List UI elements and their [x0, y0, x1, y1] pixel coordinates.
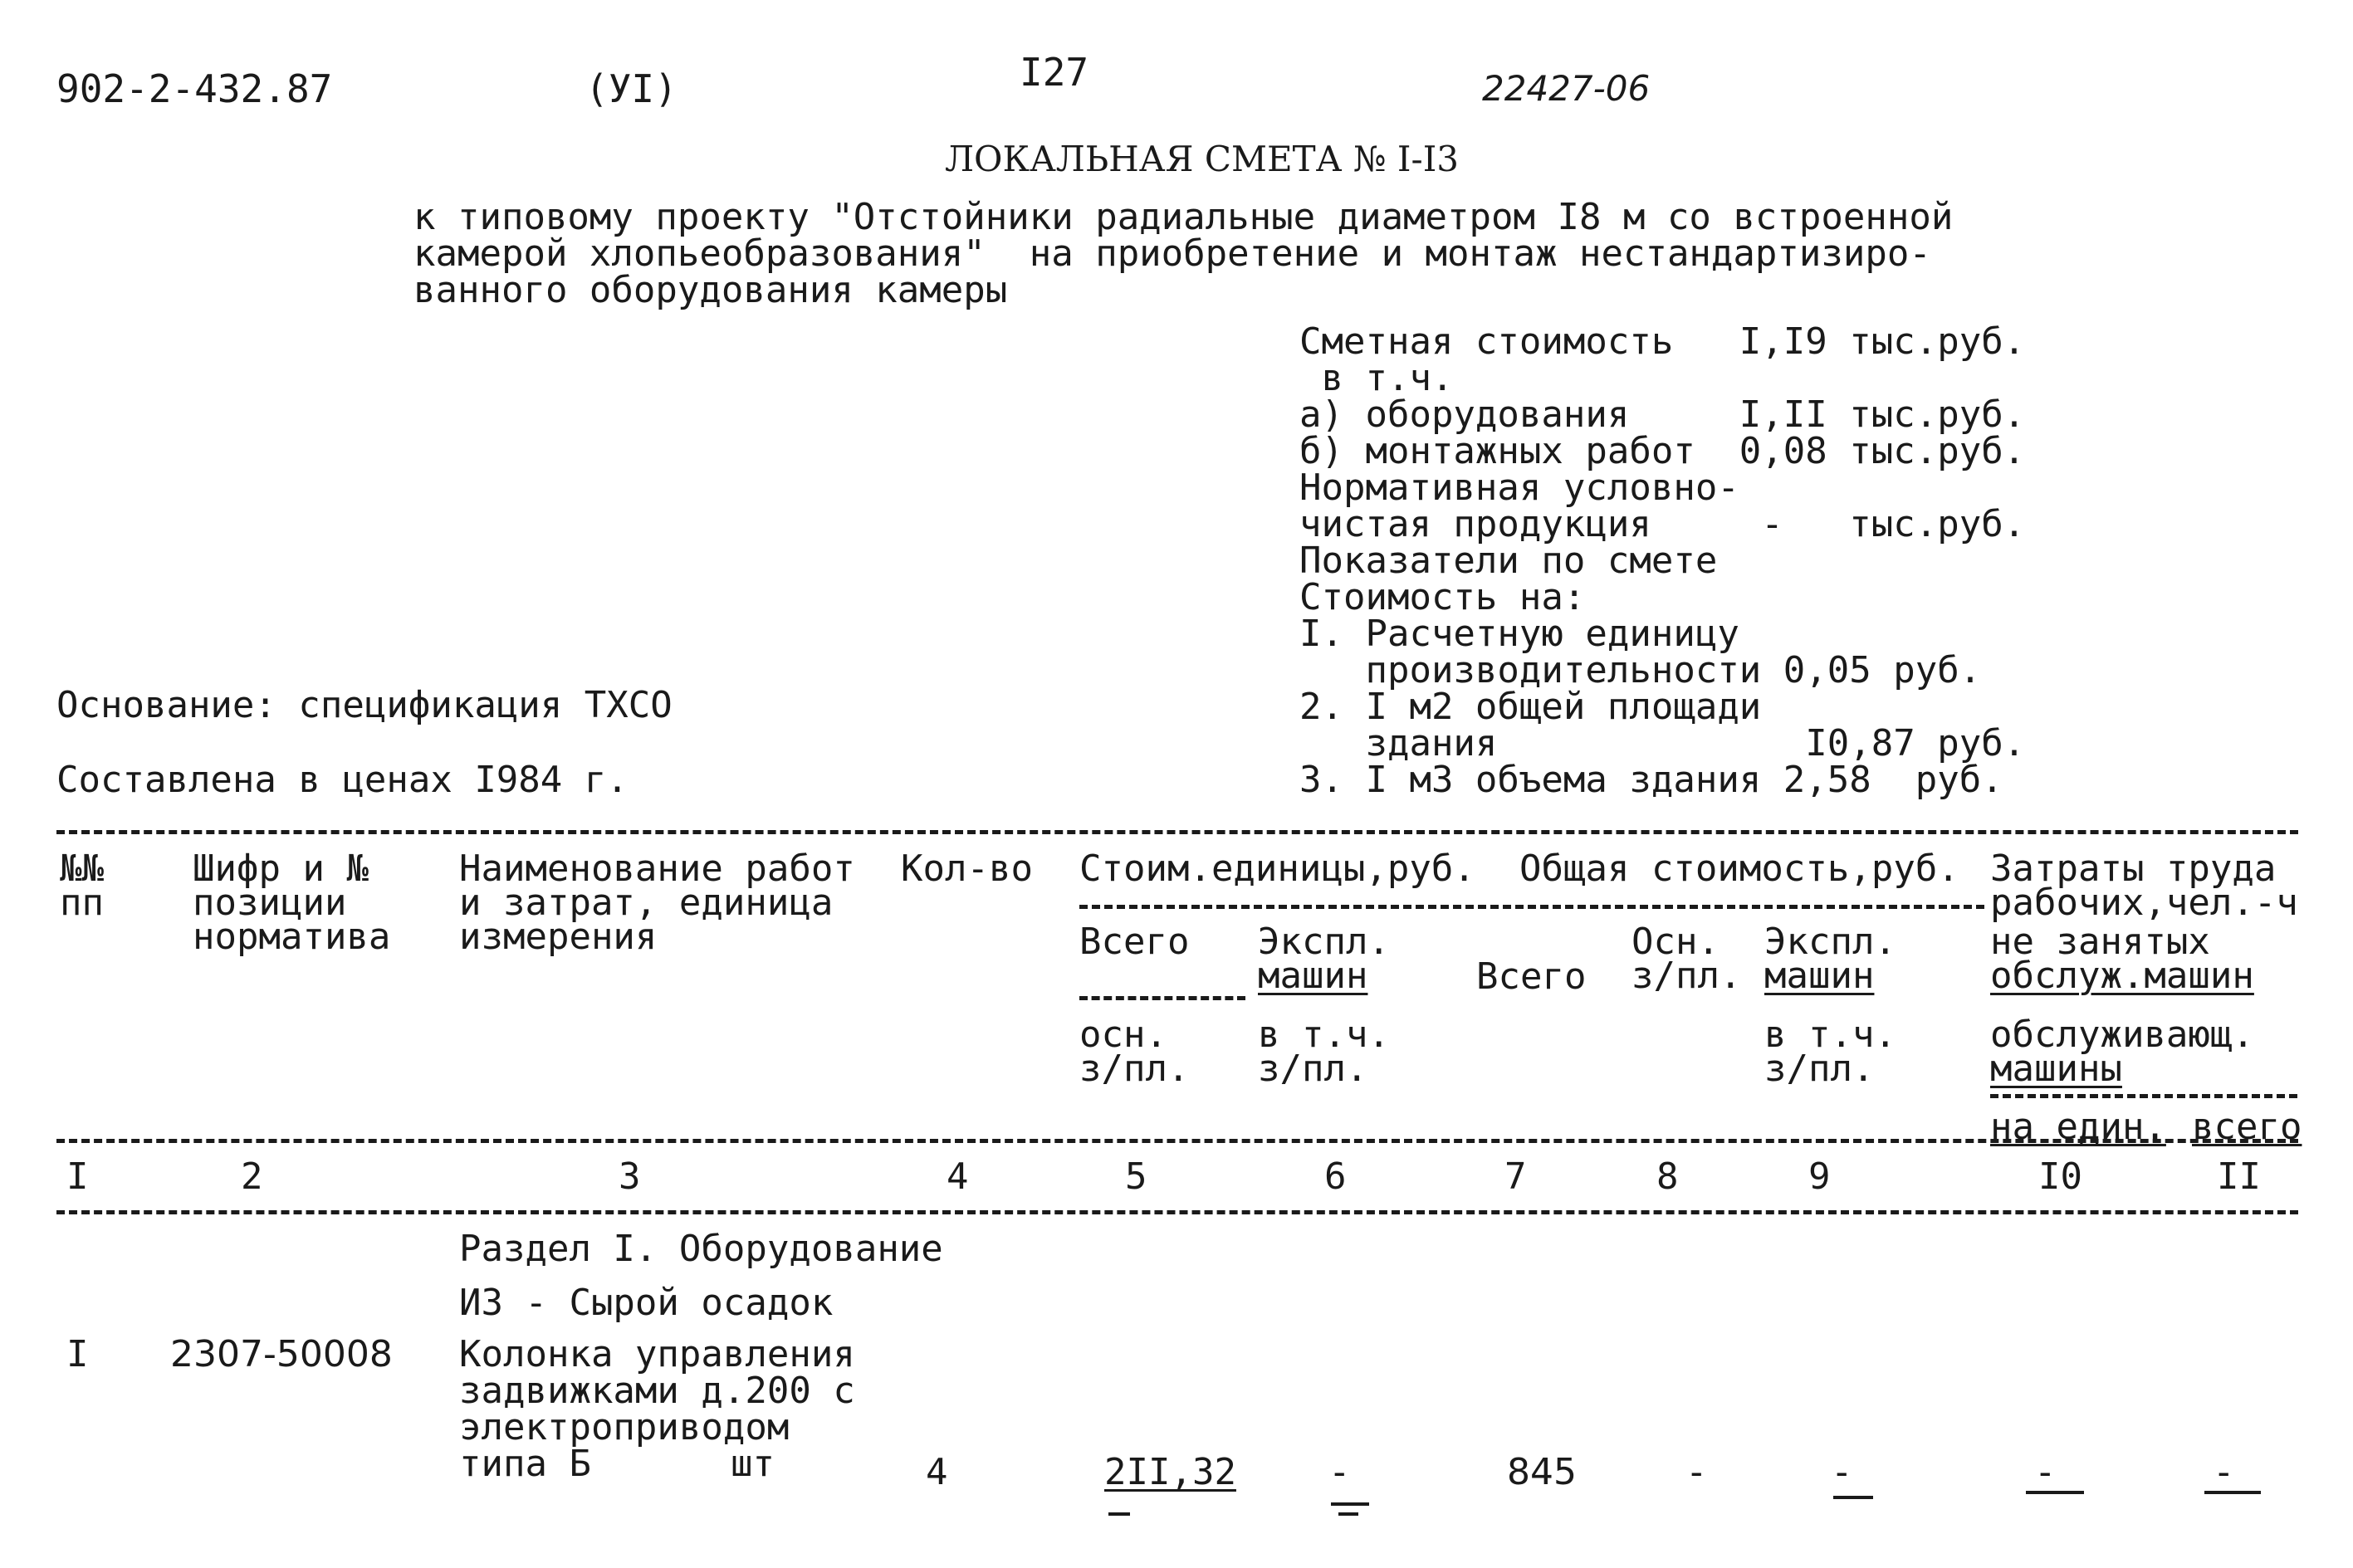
subtitle-line-2: камерой хлопьеобразования" на приобретение и монтаж нестандартизиро-: [413, 232, 1931, 275]
col-header-labor-unit: на един.: [1990, 1106, 2166, 1148]
col-number: I0: [2038, 1155, 2082, 1198]
underline-mark: [1833, 1496, 1873, 1499]
summary-line: Сметная стоимость I,I9 тыс.руб.: [1299, 320, 2026, 363]
col-header-c8: Осн.: [1631, 921, 1720, 963]
row-total: 845: [1507, 1451, 1577, 1493]
summary-line: Стоимость на:: [1299, 576, 1586, 618]
col-header-c6b: з/пл.: [1258, 1048, 1368, 1090]
col-header-code: Шифр и №: [193, 848, 369, 890]
summary-line: I. Расчетную единицу: [1299, 613, 1739, 655]
col-header-name: Наименование работ: [459, 848, 855, 890]
col-header-labor-sub2: обслуживающ.: [1990, 1014, 2254, 1056]
col-header-num: №№: [60, 848, 104, 890]
col-number: 5: [1125, 1155, 1147, 1198]
header-divider: [1990, 1094, 2297, 1098]
col-header-labor: Затраты труда: [1990, 848, 2277, 890]
col-header-c9a: машин: [1764, 955, 1875, 997]
basis-text: Основание: спецификация ТХСО: [56, 684, 673, 726]
section-heading: Раздел I. Оборудование: [459, 1228, 943, 1270]
table-rule: [56, 1210, 2298, 1214]
col-header-c8: з/пл.: [1631, 955, 1742, 997]
col-number: 9: [1808, 1155, 1831, 1198]
col-number: 2: [241, 1155, 263, 1198]
summary-line: чистая продукция - тыс.руб.: [1299, 503, 2026, 545]
summary-line: а) оборудования I,II тыс.руб.: [1299, 393, 2026, 436]
summary-line: б) монтажных работ 0,08 тыс.руб.: [1299, 430, 2026, 472]
row-name: электроприводом: [459, 1406, 790, 1448]
underline-mark: [1331, 1502, 1369, 1506]
header-divider: [1079, 905, 1984, 909]
col-header-labor-sub: не занятых: [1990, 921, 2210, 963]
row-total-mach: -: [1831, 1451, 1853, 1493]
col-header-labor-sub2: машины: [1990, 1048, 2122, 1090]
col-number: II: [2217, 1155, 2261, 1198]
header-divider: [1079, 996, 1245, 1000]
col-header-code: позиции: [193, 882, 347, 924]
col-header-c5a: Всего: [1079, 921, 1190, 963]
col-header-name: измерения: [459, 916, 658, 958]
col-number: 7: [1504, 1155, 1527, 1198]
col-header-total-cost: Общая стоимость,руб.: [1519, 848, 1959, 890]
summary-line: в т.ч.: [1299, 357, 1454, 399]
row-unit: шт: [731, 1443, 775, 1485]
document-title: ЛОКАЛЬНАЯ СМЕТА № I-I3: [945, 139, 1460, 179]
col-header-c6a: машин: [1258, 955, 1368, 997]
col-header-c5b: з/пл.: [1079, 1048, 1190, 1090]
underline-mark: [1108, 1512, 1130, 1516]
col-header-labor-total: всего: [2192, 1106, 2302, 1148]
row-qty: 4: [926, 1451, 948, 1493]
col-header-c9b: з/пл.: [1764, 1048, 1875, 1090]
col-number: 3: [619, 1155, 641, 1198]
summary-line: 3. I м3 объема здания 2,58 руб.: [1299, 759, 2003, 801]
volume-label: (УI): [585, 66, 678, 111]
col-header-labor-sub: обслуж.машин: [1990, 955, 2254, 997]
col-number: I: [66, 1155, 89, 1198]
summary-line: 2. I м2 общей площади: [1299, 686, 1762, 728]
underline-mark: [2026, 1491, 2084, 1494]
row-labor-unit: -: [2034, 1451, 2057, 1493]
doc-code: 902-2-432.87: [56, 66, 333, 111]
col-header-c9b: в т.ч.: [1764, 1014, 1896, 1056]
subtitle-line-1: к типовому проекту "Отстойники радиальные диаметром I8 м со встроенной: [413, 196, 1954, 238]
page-number: I27: [1020, 50, 1089, 95]
row-labor-total: -: [2213, 1451, 2235, 1493]
underline-mark: [1338, 1512, 1358, 1516]
summary-line: Нормативная условно-: [1299, 466, 1739, 509]
row-total-base: -: [1685, 1451, 1708, 1493]
col-header-c9a: Экспл.: [1764, 921, 1896, 963]
row-name: задвижками д.200 с: [459, 1370, 855, 1412]
col-header-unit-cost: Стоим.единицы,руб.: [1079, 848, 1475, 890]
row-num: I: [66, 1333, 89, 1375]
row-unit-total: 2II,32: [1104, 1451, 1236, 1493]
col-header-num: пп: [60, 882, 104, 924]
col-header-c6a: Экспл.: [1258, 921, 1390, 963]
col-number: 8: [1656, 1155, 1679, 1198]
subtitle-line-3: ванного оборудования камеры: [413, 269, 1008, 311]
summary-line: здания I0,87 руб.: [1299, 722, 2026, 764]
col-number: 6: [1324, 1155, 1347, 1198]
summary-line: Показатели по смете: [1299, 540, 1718, 582]
row-unit-mach: -: [1328, 1451, 1351, 1493]
table-top-rule: [56, 830, 2298, 834]
col-header-c7: Всего: [1476, 955, 1587, 998]
col-header-name: и затрат, единица: [459, 882, 834, 924]
row-name: типа Б: [459, 1443, 591, 1485]
row-code: 2307-50008: [170, 1333, 393, 1375]
underline-mark: [2204, 1491, 2261, 1494]
col-number: 4: [947, 1155, 969, 1198]
col-header-code: норматива: [193, 916, 391, 958]
sheet-code: 22427-06: [1482, 68, 1651, 109]
summary-line: производительности 0,05 руб.: [1299, 649, 1982, 691]
col-header-c5b: осн.: [1079, 1014, 1167, 1056]
row-name: Колонка управления: [459, 1333, 855, 1375]
col-header-c6b: в т.ч.: [1258, 1014, 1390, 1056]
table-rule: [56, 1139, 2298, 1143]
col-header-qty: Кол-во: [901, 848, 1033, 890]
col-header-labor: рабочих,чел.-ч: [1990, 882, 2298, 924]
prices-text: Составлена в ценах I984 г.: [56, 759, 629, 801]
subsection-heading: И3 - Сырой осадок: [459, 1282, 834, 1324]
